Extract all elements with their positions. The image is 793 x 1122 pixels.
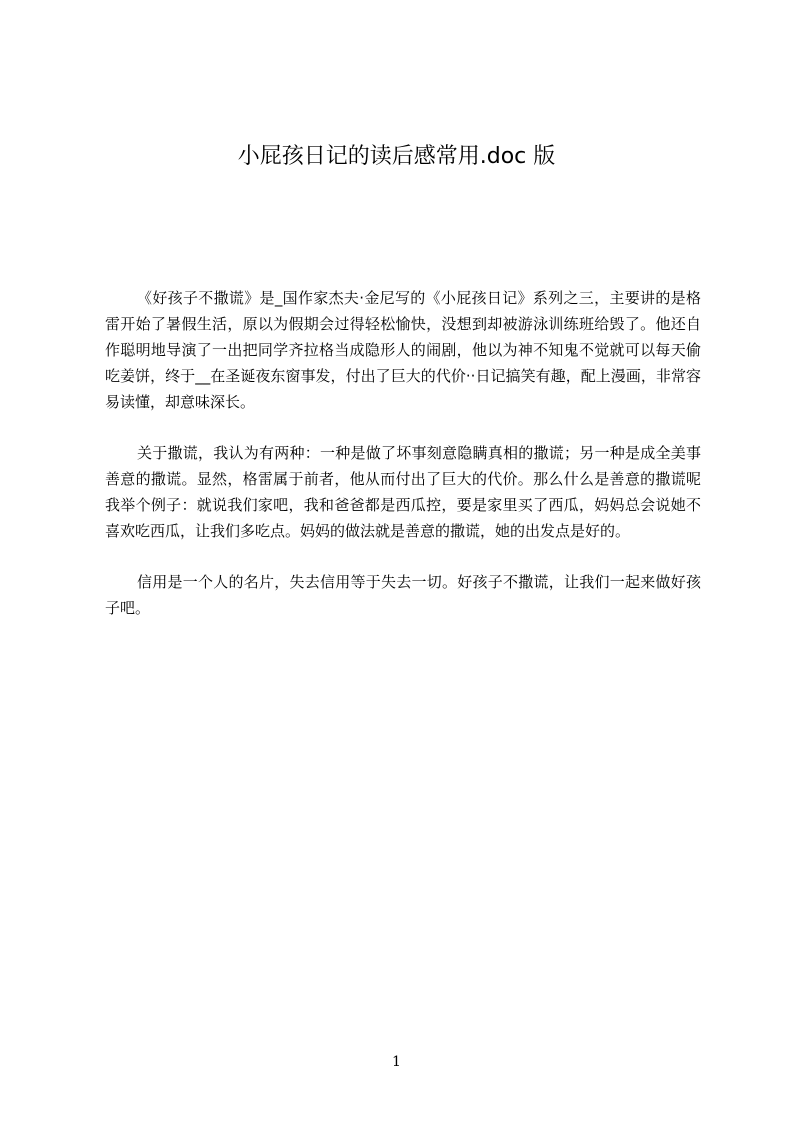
paragraph: 《好孩子不撒谎》是_国作家杰夫·金尼写的《小屁孩日记》系列之三，主要讲的是格雷开始了暑假生活，原以为假期会过得轻松愉快，没想到却被游泳训练班给毁了。他还自作聪明地导演了一出把同学齐拉格当成隐形人的闹剧，他以为神不知鬼不觉就可以每天偷吃姜饼，终于__在圣诞夜东窗事发，付出了巨大的代价··日记搞笑有趣，配上漫画，非常容易读懂，却意味深长。 <box>105 289 701 411</box>
page-title: 小屁孩日记的读后感常用.doc 版 <box>237 144 556 169</box>
paragraph: 关于撒谎，我认为有两种：一种是做了坏事刻意隐瞒真相的撒谎；另一种是成全美事善意的撒谎。显然，格雷属于前者，他从而付出了巨大的代价。那么什么是善意的撒谎呢我举个例子：就说我们家吧，我和爸爸都是西瓜控，要是家里买了西瓜，妈妈总会说她不喜欢吃西瓜，让我们多吃点。妈妈的做法就是善意的撒谎，她的出发点是好的。 <box>105 444 701 540</box>
paragraph: 信用是一个人的名片，失去信用等于失去一切。好孩子不撒谎，让我们一起来做好孩子吧。 <box>105 573 701 617</box>
document-body <box>105 285 701 646</box>
page-number: 1 <box>392 1054 401 1070</box>
